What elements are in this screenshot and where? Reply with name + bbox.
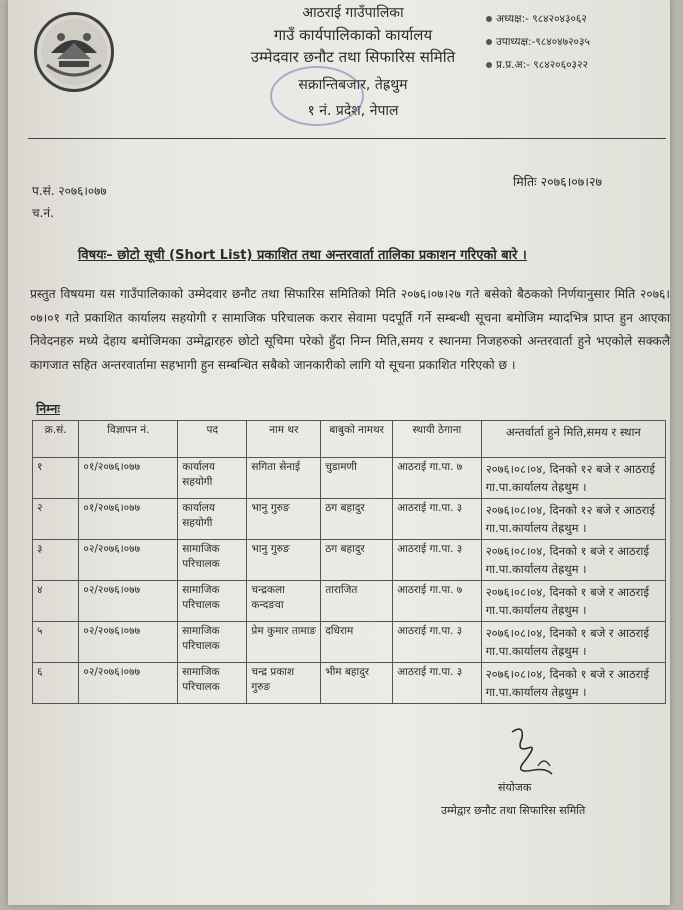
table-row bbox=[33, 458, 666, 499]
cell-address: आठराई गा.पा. ३ bbox=[393, 499, 482, 540]
contact-item: प्र.प्र.अ:- ९८४२०६०३२२ bbox=[486, 54, 590, 77]
cell-ad-no: ०१/२०७६।०७७ bbox=[79, 458, 178, 499]
office-stamp bbox=[270, 66, 364, 126]
cell-interview: २०७६।०८।०४, दिनको १२ बजे र आठराई गा.पा.कार्यालय तेह्रथुम । bbox=[481, 499, 665, 540]
bullet-icon bbox=[486, 62, 492, 68]
cell-father: ठग बहादुर bbox=[321, 540, 393, 581]
list-label: निम्नः bbox=[36, 401, 60, 416]
cell-interview: २०७६।०८।०४, दिनको १२ बजे र आठराई गा.पा.कार्यालय तेह्रथुम । bbox=[481, 458, 665, 499]
office-name: गाउँ कार्यपालिकाको कार्यालय bbox=[273, 26, 433, 44]
cell-name: सगिता सेनाई bbox=[247, 458, 321, 499]
table-row bbox=[33, 622, 666, 663]
province: १ नं. प्रदेश, नेपाल bbox=[307, 103, 399, 119]
committee-name: उम्मेदवार छनौट तथा सिफारिस समिति bbox=[250, 48, 456, 66]
cell-interview: २०७६।०८।०४, दिनको १ बजे र आठराई गा.पा.कार्यालय तेह्रथुम । bbox=[481, 581, 665, 622]
cell-address: आठराई गा.पा. ३ bbox=[393, 622, 482, 663]
cell-name: चन्द्रकला कन्दङवा bbox=[247, 581, 321, 622]
shortlist-table bbox=[32, 420, 666, 704]
cell-sn: ४ bbox=[33, 581, 79, 622]
letter-number: प.सं. २०७६।०७७ bbox=[32, 184, 107, 198]
table-row bbox=[33, 499, 666, 540]
contact-item: अध्यक्ष:- ९८४२०४३०६२ bbox=[486, 8, 590, 31]
cell-sn: ३ bbox=[33, 540, 79, 581]
table-row bbox=[33, 540, 666, 581]
office-location: सक्रान्तिबजार, तेह्रथुम bbox=[298, 77, 408, 93]
emblem-logo bbox=[34, 12, 114, 92]
cell-ad-no: ०२/२०७६।०७७ bbox=[79, 663, 178, 704]
cell-post: कार्यालय सहयोगी bbox=[178, 499, 247, 540]
cell-address: आठराई गा.पा. ७ bbox=[393, 581, 482, 622]
reference-numbers bbox=[32, 180, 107, 224]
table-row bbox=[33, 581, 666, 622]
municipality-name: आठराई गाउँपालिका bbox=[302, 5, 404, 21]
cell-post: सामाजिक परिचालक bbox=[178, 540, 247, 581]
cell-post: सामाजिक परिचालक bbox=[178, 581, 247, 622]
contact-list bbox=[486, 8, 590, 77]
cell-name: प्रेम कुमार तामाङ bbox=[247, 622, 321, 663]
cell-ad-no: ०२/२०७६।०७७ bbox=[79, 622, 178, 663]
cell-sn: ५ bbox=[33, 622, 79, 663]
col-header-address: स्थायी ठेगाना bbox=[393, 421, 482, 458]
cell-father: भीम बहादुर bbox=[321, 663, 393, 704]
contact-item: उपाध्यक्ष:-९८४०४७२०३५ bbox=[486, 31, 590, 54]
cell-father: ठग बहादुर bbox=[321, 499, 393, 540]
cell-address: आठराई गा.पा. ३ bbox=[393, 540, 482, 581]
cell-ad-no: ०१/२०७६।०७७ bbox=[79, 499, 178, 540]
body-paragraph: प्रस्तुत विषयमा यस गाउँपालिकाको उम्मेदवार छनौट तथा सिफारिस समितिको मिति २०७६।०७।२७ गते बसेको बैठकको निर्णयानुसार मिति २०७६।०७।०१ गते प्रकाशित कार्यालय सहयोगी र सामाजिक परिचालक करार सेवामा पदपूर्ति गर्ने सम्बन्धी सूचना बमोजिम म्यादभित्र प्राप्त हुन आएका निवेदनहरु मध्ये देहाय बमोजिमका उम्मेद्वारहरु छोटो सूचिमा परेको हुँदा निम्न मिति,समय र स्थानमा निजहरुको अन्तरवार्ता हुने भएकोले सक्कलै कागजात सहित अन्तरवार्तामा सहभागी हुन सम्बन्धित सबैको जानकारीको लागि यो सूचना प्रकाशित गरिएको छ । bbox=[30, 287, 670, 372]
cell-father: दधिराम bbox=[321, 622, 393, 663]
col-header-name: नाम थर bbox=[247, 421, 321, 458]
signatory-committee: उम्मेद्वार छनौट तथा सिफारिस समिति bbox=[441, 804, 586, 817]
cell-address: आठराई गा.पा. ७ bbox=[393, 458, 482, 499]
dispatch-number: च.नं. bbox=[32, 206, 54, 220]
col-header-post: पद bbox=[178, 421, 247, 458]
cell-interview: २०७६।०८।०४, दिनको १ बजे र आठराई गा.पा.कार्यालय तेह्रथुम । bbox=[481, 540, 665, 581]
cell-father: ताराजित bbox=[321, 581, 393, 622]
document-sheet bbox=[8, 0, 670, 905]
cell-name: चन्द्र प्रकाश गुरुङ bbox=[247, 663, 321, 704]
cell-interview: २०७६।०८।०४, दिनको १ बजे र आठराई गा.पा.कार्यालय तेह्रथुम । bbox=[481, 622, 665, 663]
col-header-sn: क्र.सं. bbox=[33, 421, 79, 458]
cell-name: भानु गुरुङ bbox=[247, 499, 321, 540]
letter-date: मितिः २०७६।०७।२७ bbox=[513, 174, 603, 189]
cell-ad-no: ०२/२०७६।०७७ bbox=[79, 540, 178, 581]
table-row bbox=[33, 663, 666, 704]
cell-father: चुडामणी bbox=[321, 458, 393, 499]
subject-line: विषयः– छोटो सूची (Short List) प्रकाशित तथा अन्तरवार्ता तालिका प्रकाशन गरिएको बारे । bbox=[78, 248, 527, 263]
header-divider bbox=[28, 138, 666, 139]
col-header-interview: अन्तर्वार्ता हुने मिति,समय र स्थान bbox=[481, 421, 665, 458]
col-header-ad-no: विज्ञापन नं. bbox=[79, 421, 178, 458]
bullet-icon bbox=[486, 16, 492, 22]
col-header-father: बाबुको नामथर bbox=[321, 421, 393, 458]
cell-ad-no: ०२/२०७६।०७७ bbox=[79, 581, 178, 622]
cell-post: सामाजिक परिचालक bbox=[178, 622, 247, 663]
cell-sn: १ bbox=[33, 458, 79, 499]
table-header-row bbox=[33, 421, 666, 458]
cell-sn: २ bbox=[33, 499, 79, 540]
cell-interview: २०७६।०८।०४, दिनको १ बजे र आठराई गा.पा.कार्यालय तेह्रथुम । bbox=[481, 663, 665, 704]
cell-name: भानु गुरुङ bbox=[247, 540, 321, 581]
cell-post: कार्यालय सहयोगी bbox=[178, 458, 247, 499]
bullet-icon bbox=[486, 39, 492, 45]
cell-post: सामाजिक परिचालक bbox=[178, 663, 247, 704]
signatory-title: संयोजक bbox=[498, 781, 532, 794]
cell-address: आठराई गा.पा. ३ bbox=[393, 663, 482, 704]
cell-sn: ६ bbox=[33, 663, 79, 704]
